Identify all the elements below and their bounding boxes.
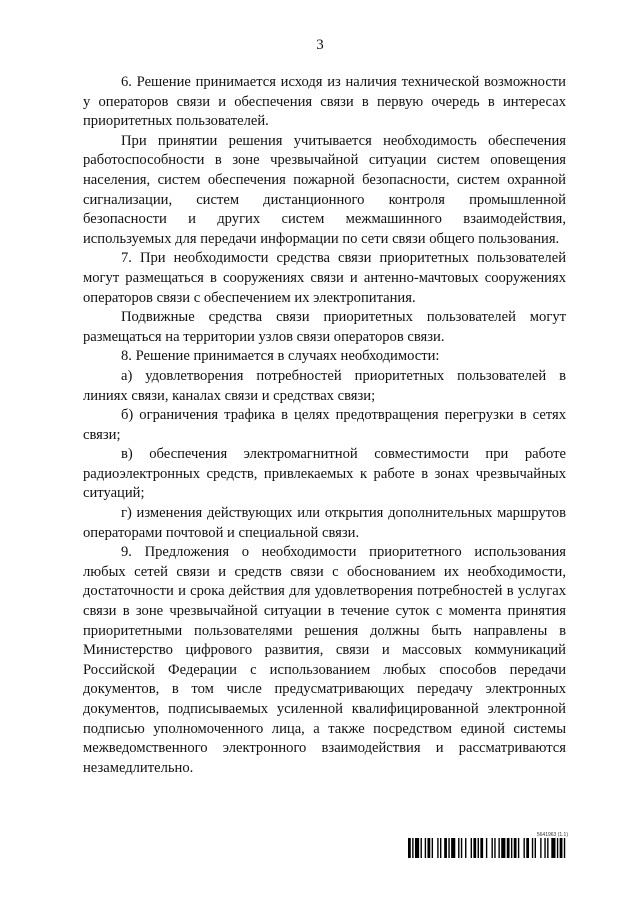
barcode-bar (547, 838, 548, 858)
list-item-v: в) обеспечения электромагнитной совместимости при работе радиоэлектронных средств, привлекаемых к работе в зонах чрезвычайных ситуаций; (83, 446, 566, 502)
barcode-bar (560, 838, 563, 858)
paragraph-8: 8. Решение принимается в случаях необходимости: (121, 348, 440, 365)
barcode-bar (458, 838, 459, 858)
barcode-block (408, 832, 568, 858)
barcode-bar (465, 838, 466, 858)
barcode-bar (498, 838, 499, 858)
barcode-bar (471, 838, 472, 858)
barcode-bar (557, 838, 558, 858)
barcode-bar (501, 838, 505, 858)
barcode-bar (427, 838, 430, 858)
barcode-bar (412, 838, 413, 858)
page-number: 3 (316, 37, 324, 53)
barcode-bar (511, 838, 512, 858)
barcode-bar (461, 838, 462, 858)
barcode-bar (532, 838, 533, 858)
barcode-bar (523, 838, 524, 858)
barcode-bar (425, 838, 426, 858)
paragraph-6: 6. Решение принимается исходя из наличия технической возможности у операторов связи и обеспечения связи в первую очередь в интересах приоритетных пользователей. (83, 74, 566, 130)
barcode-bar (480, 838, 483, 858)
barcode-bar (408, 838, 411, 858)
paragraph-7-continued: Подвижные средства связи приоритетных пользователей могут размещаться на территории узлов связи операторов связи. (83, 309, 566, 345)
barcode-bar (544, 838, 545, 858)
document-body (83, 73, 566, 778)
barcode-bar (535, 838, 536, 858)
list-item-a: а) удовлетворения потребностей приоритетных пользователей в линиях связи, каналах связи и средствах связи; (83, 367, 566, 404)
barcode-bar (432, 838, 433, 858)
barcode-bar (437, 838, 438, 858)
barcode-bar (444, 838, 447, 858)
barcode-bar (507, 838, 510, 858)
barcode-bar (440, 838, 441, 858)
barcode-bar (448, 838, 449, 858)
paragraph-6-continued: При принятии решения учитывается необходимость обеспечения работоспособности в зоне чрезвычайной ситуации систем оповещения населения, систем обеспечения пожарной безопасности, систем охранной сигнализации, систем дистанционного контроля промышленной безопасности и других систем межмашинного взаимодействия, используемых для передачи информации по сети связи общего пользования. (83, 132, 566, 247)
barcode-bar (415, 838, 419, 858)
barcode-bar (514, 838, 517, 858)
barcode-bar (564, 838, 565, 858)
barcode-bar (473, 838, 476, 858)
barcode-bar (421, 838, 422, 858)
barcode-bar (526, 838, 529, 858)
barcode-bar (518, 838, 519, 858)
list-item-b: б) ограничения трафика в целях предотвращения перегрузки в сетях связи; (83, 407, 566, 443)
barcode-bar (451, 838, 455, 858)
barcode-bar (494, 838, 495, 858)
barcode-bar (491, 838, 492, 858)
barcode-bar (486, 838, 487, 858)
barcode-caption: 5641963 (1.1) (536, 832, 568, 838)
paragraph-7: 7. При необходимости средства связи приоритетных пользователей могут размещаться в сооружениях связи и антенно-мачтовых сооружениях операторов связи с обеспечением их электропитания. (83, 250, 566, 306)
list-item-g: г) изменения действующих или открытия дополнительных маршрутов операторами почтовой и специальной связи. (83, 505, 566, 541)
barcode-bar (540, 838, 541, 858)
barcode-bar (478, 838, 479, 858)
barcode-image (408, 838, 568, 858)
paragraph-9: 9. Предложения о необходимости приоритетного использования любых сетей связи и средств связи с обоснованием их необходимости, достаточности и срока действия для удовлетворения потребностей в услугах связи в зоне чрезвычайной ситуации в течение суток с момента принятия приоритетными пользователями решения должны быть направлены в Министерство цифрового развития, связи и массовых коммуникаций Российской Федерации с использованием любых способов передачи документов, в том числе предусматривающих передачу электронных документов, подписываемых усиленной квалифицированной электронной подписью уполномоченного лица, а также посредством единой системы межведомственного электронного взаимодействия и рассматриваются незамедлительно. (83, 544, 566, 776)
barcode-bar (551, 838, 555, 858)
